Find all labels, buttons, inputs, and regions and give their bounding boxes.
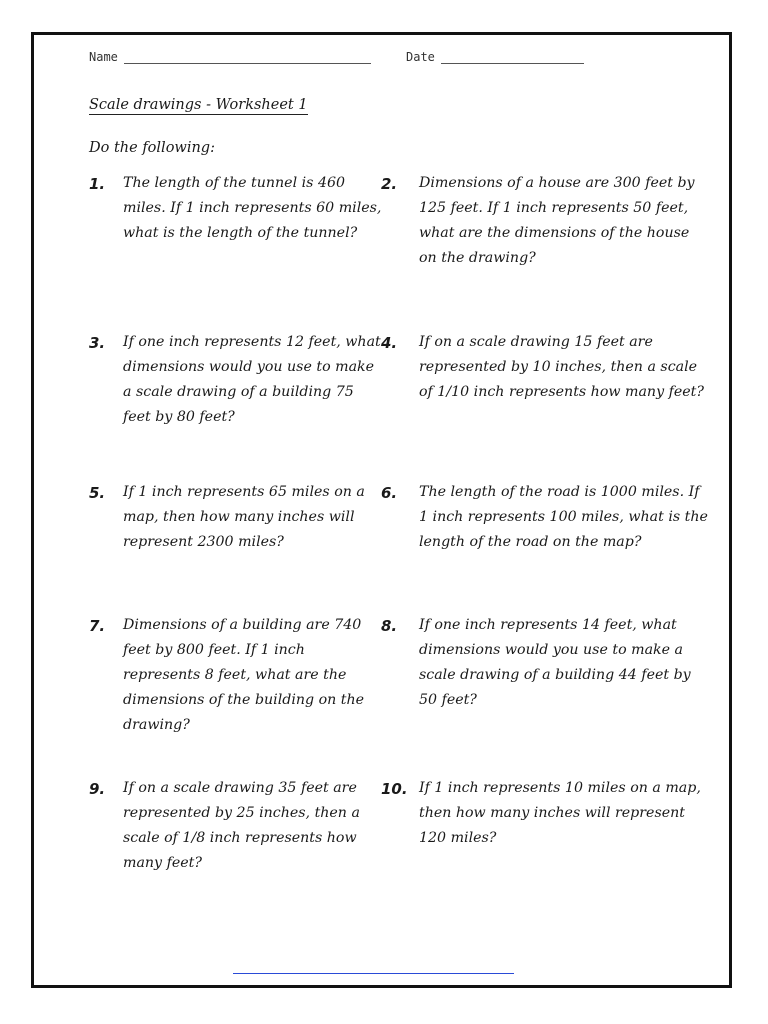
date-line	[441, 51, 584, 64]
question-text: If one inch represents 14 feet, what dimensions would you use to make a scale drawing of a building 44 feet by 50 feet?	[419, 617, 691, 708]
question-number: 6.	[381, 484, 398, 502]
question-number: 8.	[381, 617, 398, 635]
question-text: If one inch represents 12 feet, what dimensions would you use to make a scale drawing of a building 75 feet by 80 feet?	[123, 334, 381, 425]
question-number: 2.	[381, 175, 398, 193]
question-number: 4.	[381, 334, 398, 352]
question-text: If on a scale drawing 15 feet are represented by 10 inches, then a scale of 1/10 inch represents how many feet?	[419, 334, 704, 400]
worksheet-title: Scale drawings - Worksheet 1	[89, 97, 308, 113]
question-number: 10.	[381, 780, 408, 798]
name-line	[124, 51, 371, 64]
question-number: 3.	[89, 334, 106, 352]
question-number: 1.	[89, 175, 106, 193]
question-text: Dimensions of a house are 300 feet by 125 feet. If 1 inch represents 50 feet, what are the dimensions of the house on the drawing?	[419, 175, 695, 266]
name-field[interactable]	[89, 50, 371, 64]
question-number: 7.	[89, 617, 106, 635]
name-label: Name	[89, 50, 118, 64]
question-number: 9.	[89, 780, 106, 798]
question-text: If 1 inch represents 10 miles on a map, then how many inches will represent 120 miles?	[419, 780, 701, 846]
footer-link[interactable]	[233, 973, 514, 974]
instructions: Do the following:	[89, 140, 215, 156]
question-text: If 1 inch represents 65 miles on a map, then how many inches will represent 2300 miles?	[123, 484, 365, 550]
question-text: The length of the road is 1000 miles. If 1 inch represents 100 miles, what is the length of the road on the map?	[419, 484, 708, 550]
question-text: Dimensions of a building are 740 feet by 800 feet. If 1 inch represents 8 feet, what are the dimensions of the building on the drawing?	[123, 617, 365, 733]
date-label: Date	[406, 50, 435, 64]
question-text: The length of the tunnel is 460 miles. If 1 inch represents 60 miles, what is the length of the tunnel?	[123, 175, 382, 241]
question-text: If on a scale drawing 35 feet are represented by 25 inches, then a scale of 1/8 inch represents how many feet?	[123, 780, 360, 871]
date-field[interactable]	[406, 50, 584, 64]
question-number: 5.	[89, 484, 106, 502]
